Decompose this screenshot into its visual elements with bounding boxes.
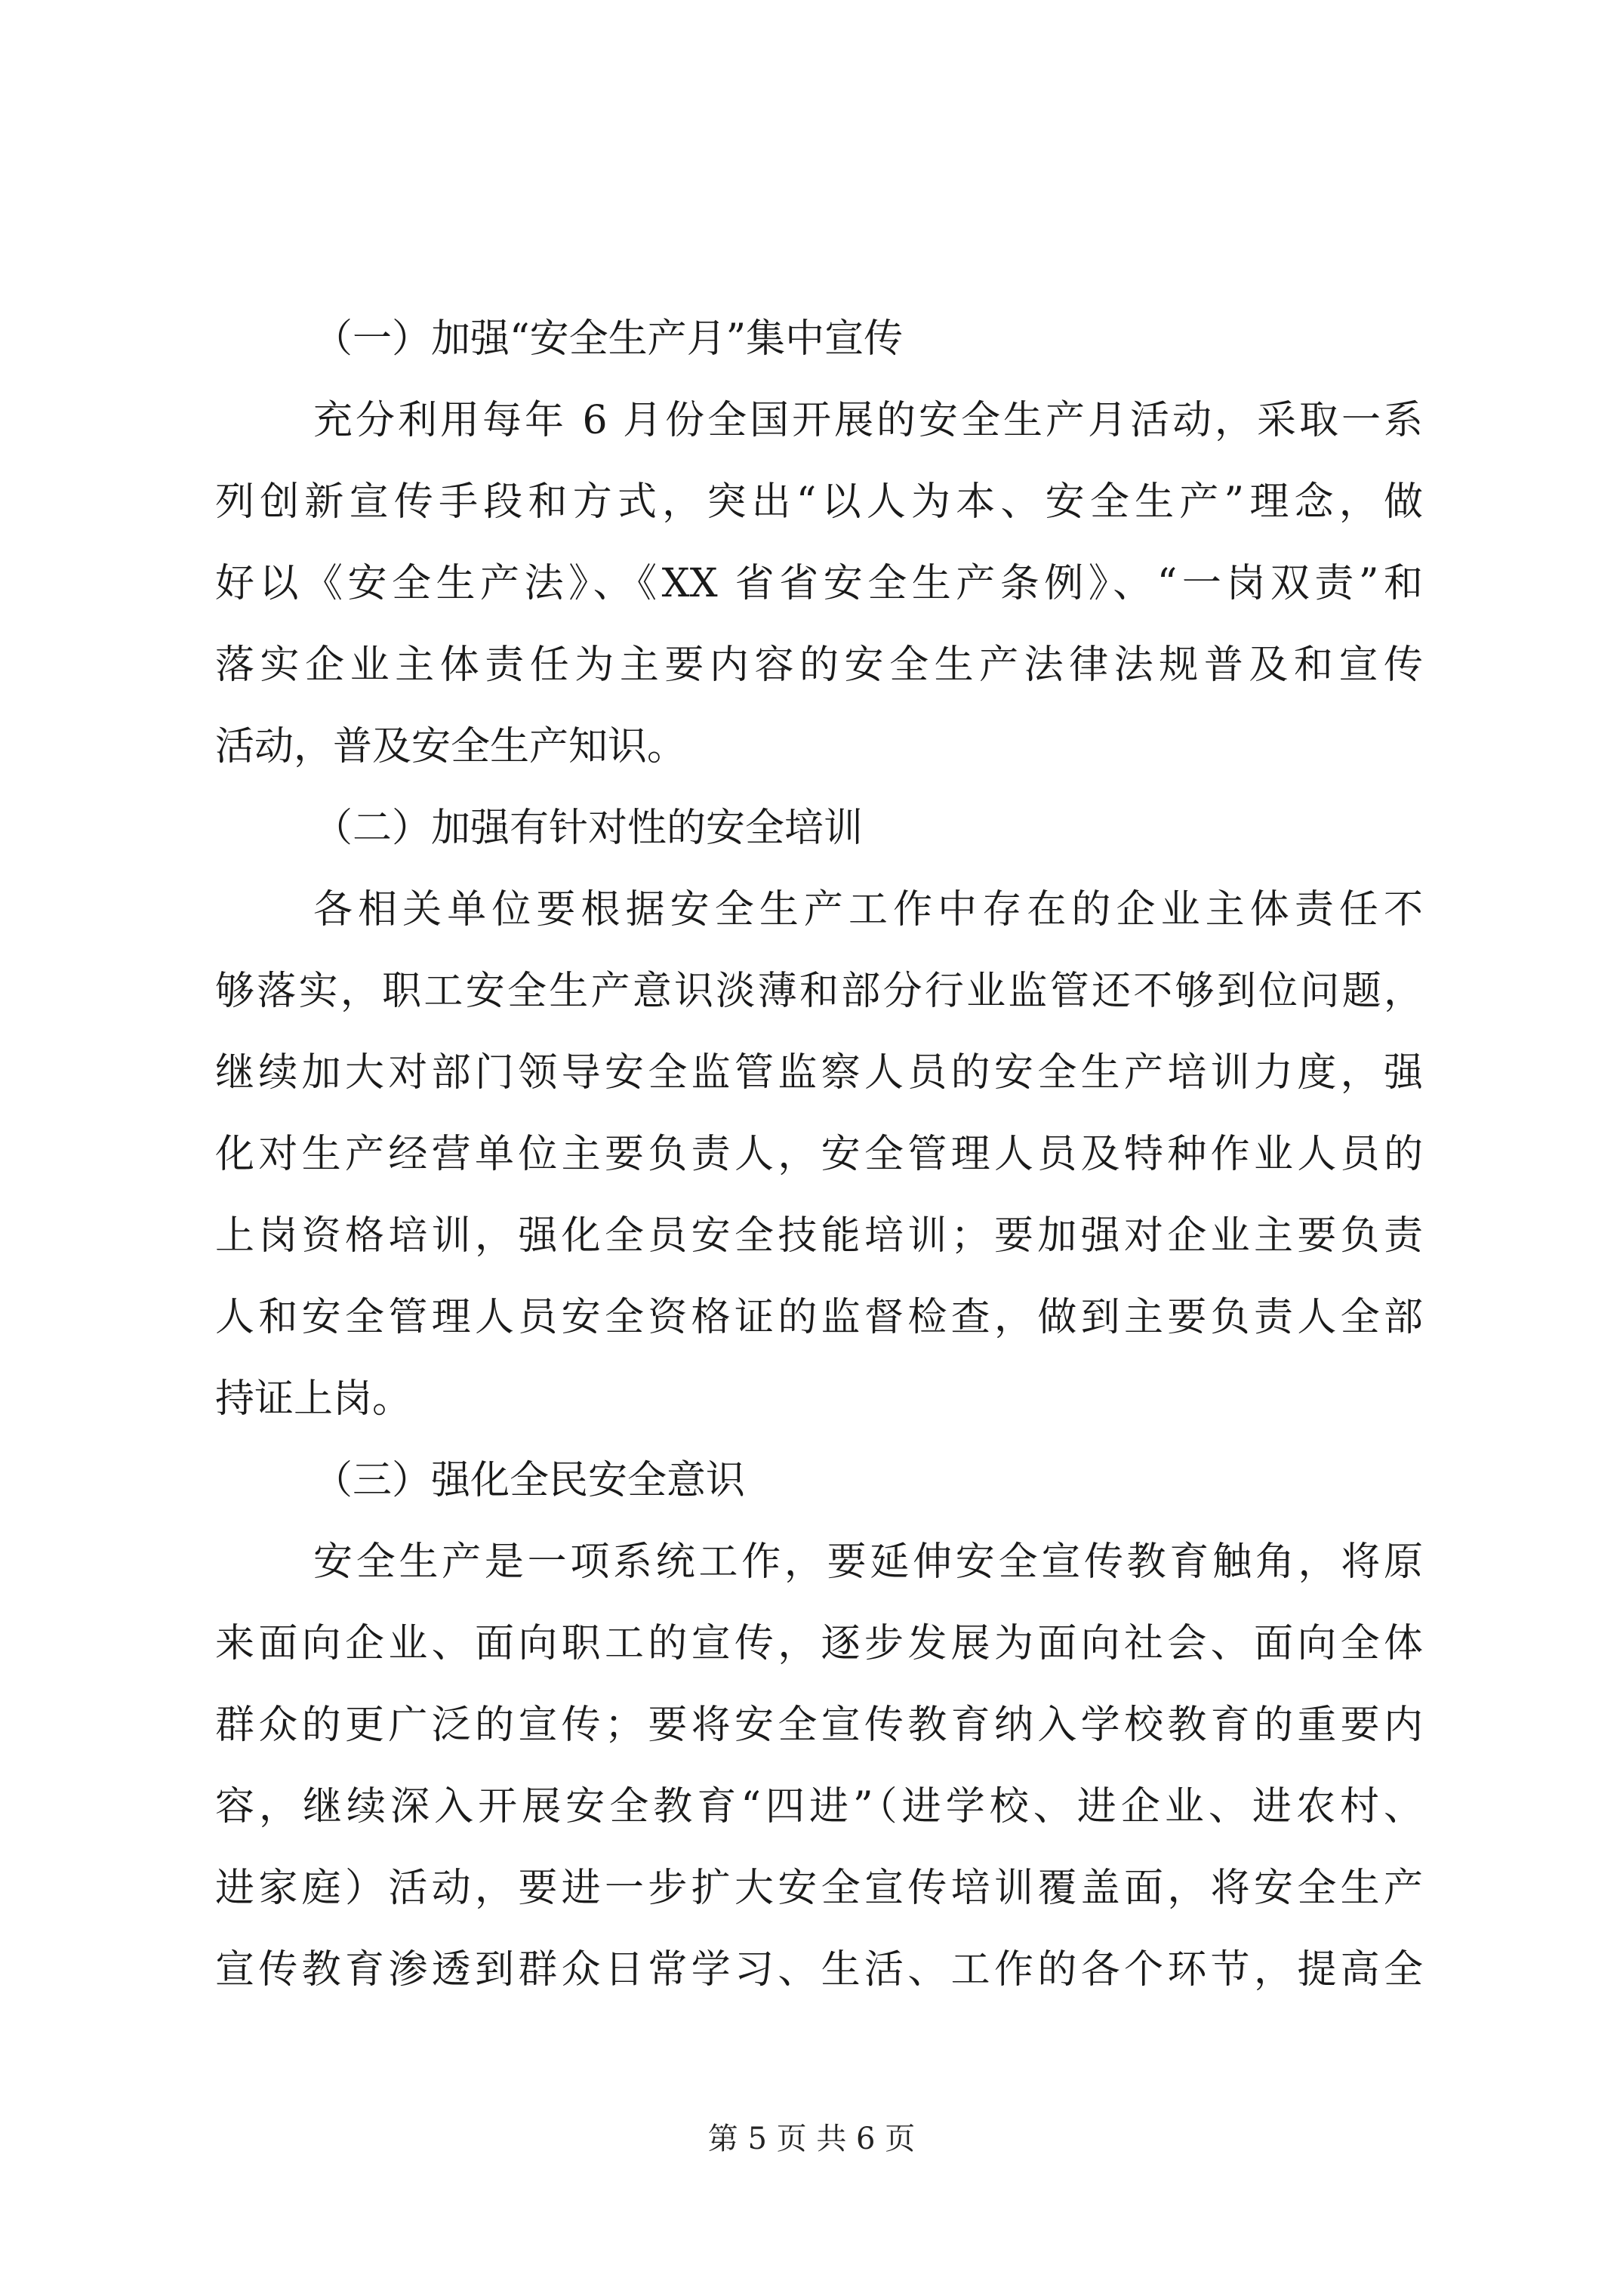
section-paragraph-3 — [215, 1521, 1423, 2011]
paragraph-line: 人和安全管理人员安全资格证的监督检查，做到主要负责人全部 — [215, 1295, 1423, 1340]
paragraph-line: 充分利用每年 6 月份全国开展的安全生产月活动，采取一系 — [313, 398, 1423, 443]
paragraph-line: 群众的更广泛的宣传；要将安全宣传教育纳入学校教育的重要内 — [215, 1703, 1423, 1748]
paragraph-line: 安全生产是一项系统工作，要延伸安全宣传教育触角，将原 — [313, 1539, 1423, 1585]
paragraph-line: 宣传教育渗透到群众日常学习、生活、工作的各个环节，提高全 — [215, 1947, 1423, 1992]
paragraph-line: 继续加大对部门领导安全监管监察人员的安全生产培训力度，强 — [215, 1050, 1423, 1096]
paragraph-line: 进家庭）活动，要进一步扩大安全宣传培训覆盖面，将安全生产 — [215, 1866, 1423, 1911]
paragraph-line: 持证上岗。 — [215, 1376, 412, 1422]
paragraph-line: 上岗资格培训，强化全员安全技能培训；要加强对企业主要负责 — [215, 1213, 1423, 1259]
page-footer: 第 5 页 共 6 页 — [707, 2122, 916, 2156]
section-heading-1: （一）加强“安全生产月”集中宣传 — [313, 316, 904, 362]
paragraph-line: 活动，普及安全生产知识。 — [215, 724, 687, 769]
paragraph-line: 落实企业主体责任为主要内容的安全生产法律法规普及和宣传 — [215, 643, 1423, 688]
paragraph-line: 各相关单位要根据安全生产工作中存在的企业主体责任不 — [313, 887, 1423, 932]
paragraph-line: 列创新宣传手段和方式，突出“以人为本、安全生产”理念，做 — [215, 479, 1423, 525]
section-paragraph-1 — [215, 380, 1423, 787]
paragraph-line: 化对生产经营单位主要负责人，安全管理人员及特种作业人员的 — [215, 1132, 1423, 1177]
section-heading-2: （二）加强有针对性的安全培训 — [313, 806, 864, 851]
document-body — [215, 298, 1423, 2011]
paragraph-line: 容，继续深入开展安全教育“四进”（进学校、进企业、进农村、 — [215, 1784, 1423, 1829]
section-heading-3: （三）强化全民安全意识 — [313, 1458, 746, 1503]
paragraph-line: 好以《安全生产法》、《XX 省省安全生产条例》、“一岗双责”和 — [215, 561, 1423, 606]
paragraph-line: 来面向企业、面向职工的宣传，逐步发展为面向社会、面向全体 — [215, 1621, 1423, 1666]
paragraph-line: 够落实，职工安全生产意识淡薄和部分行业监管还不够到位问题， — [215, 969, 1423, 1014]
section-paragraph-2 — [215, 869, 1423, 1440]
